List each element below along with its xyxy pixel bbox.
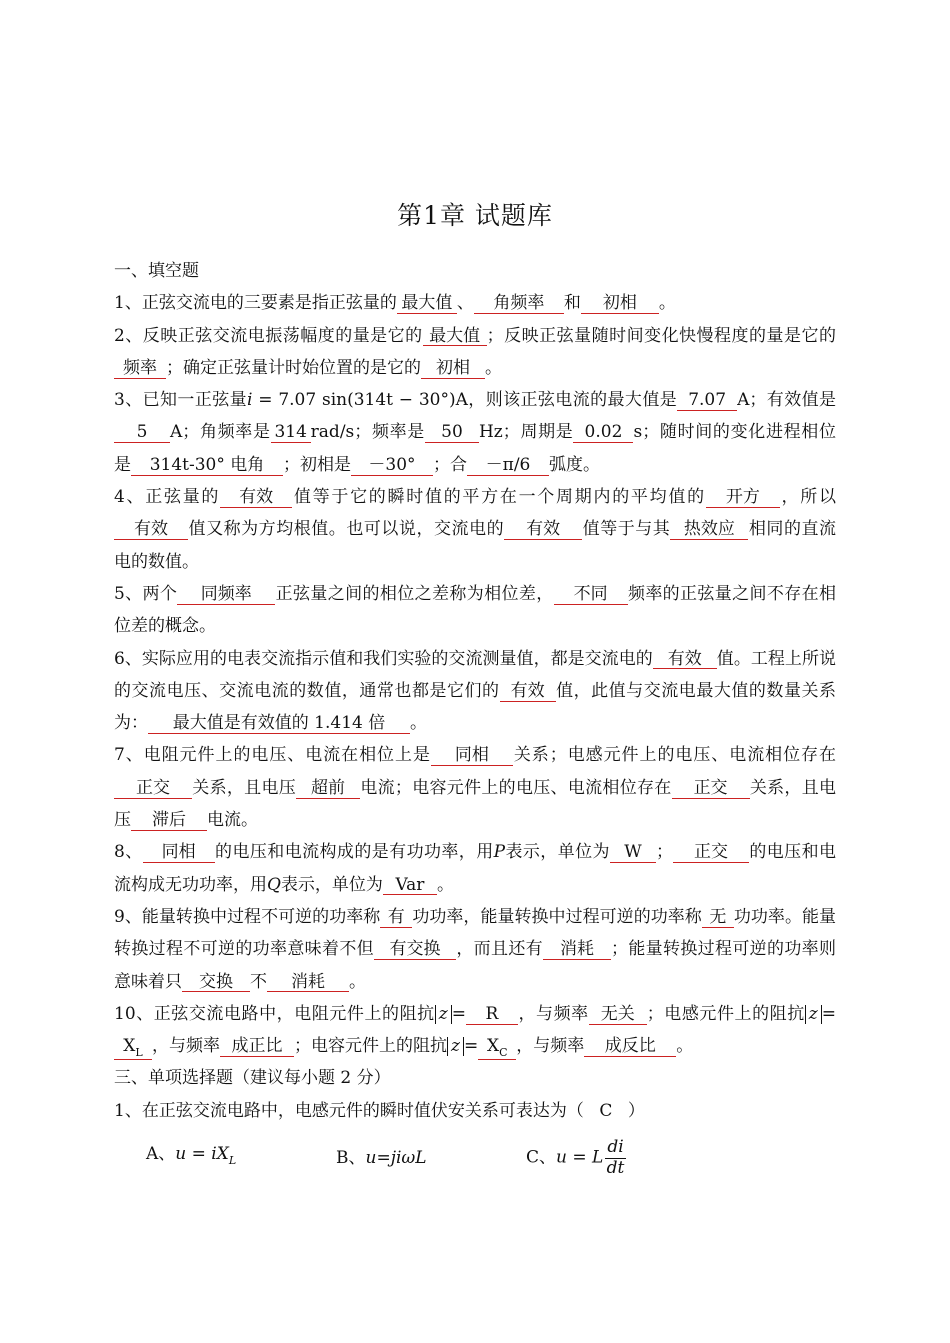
- answer-blank: 无: [702, 909, 734, 928]
- section-heading-fill: 一、填空题: [114, 261, 199, 281]
- fill-question-6: 6、实际应用的电表交流指示值和我们实验的交流测量值，都是交流电的 有效 值。工程上所说的交流电压、交流电流的数值，通常也都是它们的 有效 值，此值与交流电最大值的数量关系为： 最大值是有效值的 1.414 倍 。: [114, 648, 836, 734]
- answer-blank: －30°: [351, 457, 433, 476]
- answer-blank: 有效: [653, 651, 717, 670]
- impedance-abs: z: [447, 1037, 464, 1056]
- answer-blank: 同频率: [177, 586, 275, 605]
- answer-blank: 50: [425, 424, 479, 443]
- answer-blank: 最大值: [423, 328, 487, 347]
- question-content: [114, 255, 836, 1185]
- symbol-q: Q: [267, 874, 281, 895]
- fill-question-1: 1、正弦交流电的三要素是指正弦量的 最大值 、 角频率 和 初相 。: [114, 293, 676, 314]
- option-b: B、u=jiωL: [336, 1147, 427, 1168]
- current-formula: i = 7.07 sin(314t − 30°)A: [247, 390, 468, 411]
- fill-question-8: 8、 同相 的电压和电流构成的是有功功率，用P表示，单位为 W ； 正交 的电压和电流构成无功功率，用Q表示，单位为 Var 。: [114, 842, 837, 895]
- option-a: A、$u = iX_L$: [146, 1144, 237, 1168]
- impedance-abs: z: [805, 1005, 822, 1024]
- answer-blank: 初相: [581, 295, 659, 314]
- answer-blank: 开方: [706, 489, 780, 508]
- answer-blank: 成正比: [220, 1038, 294, 1057]
- answer-blank: 同相: [431, 747, 513, 766]
- derivative-fraction: $\frac{di}{dt}$: [606, 1136, 625, 1178]
- fill-question-2: 2、反映正弦交流电振荡幅度的量是它的 最大值 ；反映正弦量随时间变化快慢程度的量是它的频率 ；确定正弦量计时始位置的是它的 初相 。: [114, 325, 836, 378]
- answer-blank: 有效: [504, 521, 582, 540]
- answer-blank: R: [466, 1006, 518, 1025]
- answer-blank: 最大值是有效值的 1.414 倍: [148, 715, 410, 734]
- answer-blank: W: [610, 844, 656, 863]
- fill-question-9: 9、能量转换中过程不可逆的功率称 有 功功率，能量转换中过程可逆的功率称 无 功功率。能量转换过程不可逆的功率意味着不但 有交换 ，而且还有 消耗 ；能量转换过程可逆的功率则意味着只 交换 不 消耗 。: [114, 906, 837, 992]
- answer-blank: 成反比: [584, 1038, 676, 1057]
- answer-blank: 正交: [114, 780, 192, 799]
- answer-blank: 频率: [114, 360, 166, 379]
- answer-blank: 超前: [296, 780, 360, 799]
- choice-answer: C: [599, 1100, 613, 1121]
- answer-blank: 热效应: [670, 521, 748, 540]
- answer-blank: $X_C$: [478, 1038, 516, 1060]
- choice-question-1: 1、在正弦交流电路中，电感元件的瞬时值伏安关系可表达为（ C ）: [114, 1095, 836, 1127]
- answer-blank: 314t-30° 电角: [131, 457, 283, 476]
- answer-blank: 不同: [554, 586, 628, 605]
- answer-blank: 初相: [421, 360, 485, 379]
- answer-blank: 交换: [182, 974, 250, 993]
- fill-question-4: 4、正弦量的 有效 值等于它的瞬时值的平方在一个周期内的平均值的 开方 ，所以有效 值又称为方均根值。也可以说，交流电的 有效 值等于与其 热效应 相同的直流电的数值。: [114, 487, 837, 572]
- section-heading-choice: 三、单项选择题（建议每小题 2 分）: [114, 1068, 391, 1089]
- option-c: C、u = L $\frac{di}{dt}$: [526, 1136, 625, 1178]
- answer-blank: 有效: [220, 489, 292, 508]
- answer-blank: 角频率: [474, 295, 564, 314]
- fill-question-3: 3、已知一正弦量i = 7.07 sin(314t − 30°)A，则该正弦电流的最大值是 7.07 A；有效值是5 A；角频率是 314 rad/s；频率是 50 Hz；周期是 0.02 s；随时间的变化进程相位是 314t-30° 电角 ；初相是 －30° ；合 －π/6 弧度。: [114, 390, 837, 475]
- answer-blank: －π/6: [467, 457, 549, 476]
- answer-blank: 314: [271, 424, 311, 443]
- answer-blank: 有效: [500, 683, 556, 702]
- fill-question-10: 10、正弦交流电路中，电阻元件上的阻抗 z = R ，与频率 无关 ；电感元件上的阻抗 $z =X_L$ ，与频率 成正比 ；电容元件上的阻抗 $z = X_C$ ，与频率 成反比 。: [114, 1003, 837, 1060]
- answer-blank: 有: [380, 909, 412, 928]
- impedance-abs: z: [435, 1005, 452, 1024]
- answer-blank: 无关: [589, 1006, 647, 1025]
- answer-blank: 7.07: [677, 392, 737, 411]
- answer-blank: 5: [114, 424, 170, 443]
- answer-blank: $X_L$: [114, 1038, 152, 1060]
- answer-blank: 最大值: [397, 295, 457, 314]
- answer-blank: 有效: [114, 521, 188, 540]
- choice-options: [114, 1131, 836, 1185]
- answer-blank: 有交换: [374, 941, 456, 960]
- answer-blank: Var: [383, 877, 437, 896]
- fill-question-5: 5、两个 同频率 正弦量之间的相位之差称为相位差， 不同 频率的正弦量之间不存在相位差的概念。: [114, 583, 837, 637]
- fill-question-7: 7、电阻元件上的电压、电流在相位上是 同相 关系；电感元件上的电压、电流相位存在正交 关系，且电压 超前 电流；电容元件上的电压、电流相位存在 正交 关系，且电压 滞后 电流。: [114, 745, 837, 831]
- answer-blank: 消耗: [267, 974, 349, 993]
- answer-blank: 消耗: [543, 941, 611, 960]
- answer-blank: 滞后: [131, 812, 207, 831]
- page-title: 第1章 试题库: [397, 201, 553, 230]
- answer-blank: 同相: [143, 844, 215, 863]
- answer-blank: 0.02: [573, 424, 633, 443]
- answer-blank: 正交: [673, 844, 749, 863]
- symbol-p: P: [493, 842, 506, 863]
- answer-blank: 正交: [672, 780, 750, 799]
